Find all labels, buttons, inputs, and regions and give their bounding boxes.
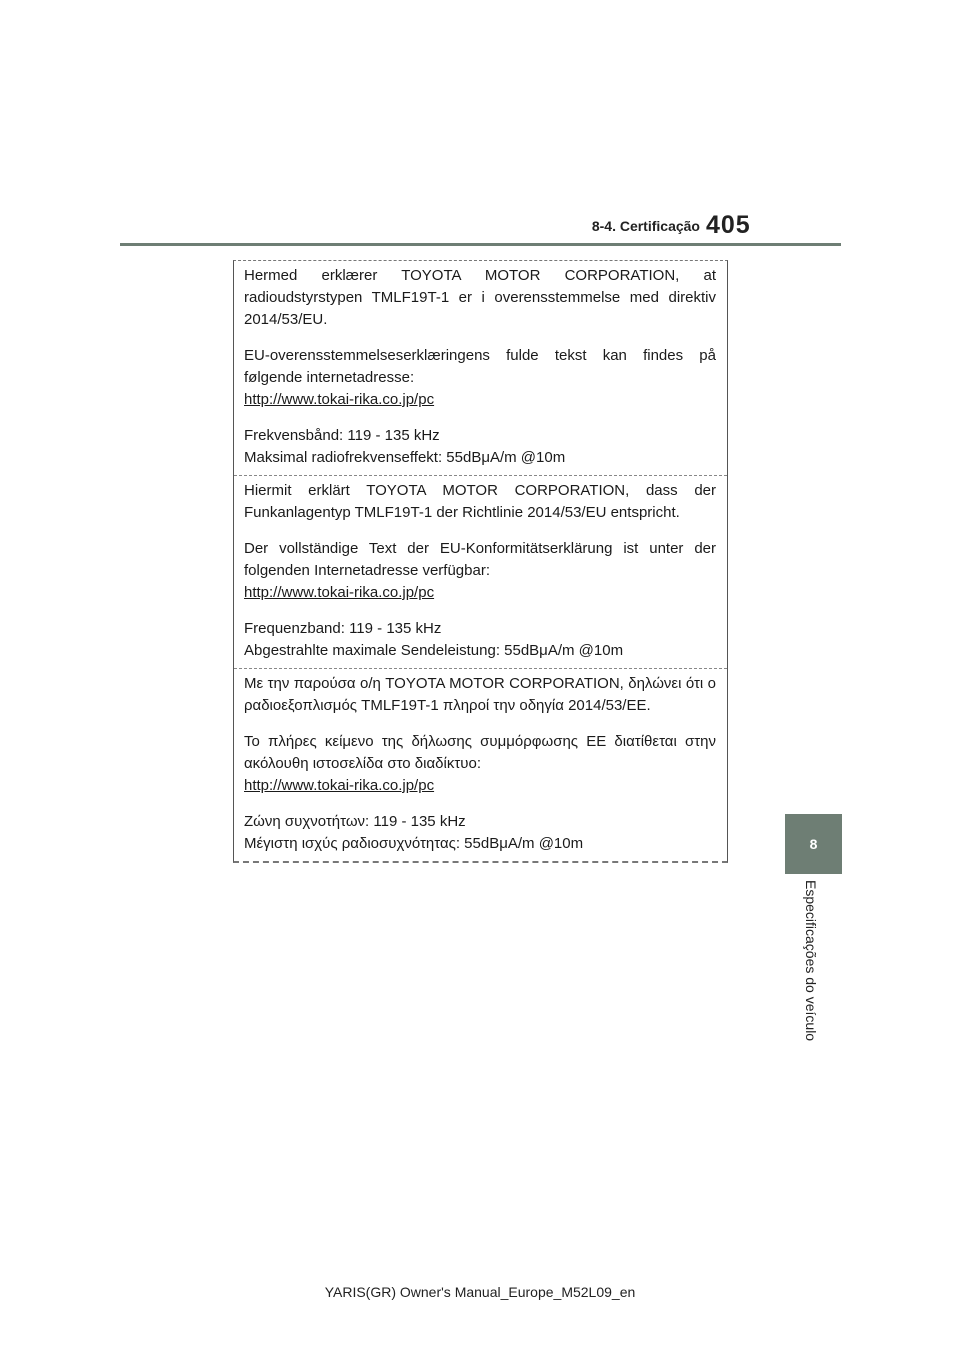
availability-text: Der vollständige Text der EU-Konformitätserklärung ist unter der folgenden Internetadresse verfügbar:	[244, 540, 716, 579]
availability-text: Το πλήρες κείμενο της δήλωσης συμμόρφωσης ΕΕ διατίθεται στην ακόλουθη ιστοσελίδα στο διαδίκτυο:	[244, 733, 716, 772]
cert-section-danish	[234, 261, 727, 476]
header-divider	[120, 243, 841, 246]
cert-section-greek	[234, 669, 727, 861]
declaration-text: Hermed erklærer TOYOTA MOTOR CORPORATION, at radioudstyrstypen TMLF19T-1 er i overensstemmelse med direktiv 2014/53/EU.	[244, 267, 716, 328]
chapter-tab: 8	[785, 814, 842, 874]
declaration-link[interactable]: http://www.tokai-rika.co.jp/pc	[244, 777, 435, 794]
frequency-text: Frekvensbånd: 119 - 135 kHz	[244, 427, 440, 444]
power-text: Maksimal radiofrekvenseffekt: 55dBμA/m @10m	[244, 449, 566, 466]
availability-text: EU-overensstemmelseserklæringens fulde tekst kan findes på følgende internetadresse:	[244, 347, 716, 386]
declaration-link[interactable]: http://www.tokai-rika.co.jp/pc	[244, 391, 435, 408]
frequency-text: Ζώνη συχνοτήτων: 119 - 135 kHz	[244, 813, 466, 830]
declaration-link[interactable]: http://www.tokai-rika.co.jp/pc	[244, 584, 435, 601]
cert-section-german	[234, 476, 727, 669]
chapter-title: Especificações do veículo	[803, 880, 819, 1042]
section-title: 8-4. Certificação	[591, 218, 700, 234]
declaration-text: Με την παρούσα ο/η TOYOTA MOTOR CORPORATION, δηλώνει ότι ο ραδιοεξοπλισμός TMLF19T-1 πληροί την οδηγία 2014/53/ΕΕ.	[244, 675, 716, 714]
certification-box	[233, 260, 728, 863]
page-number: 405	[706, 211, 751, 239]
frequency-text: Frequenzband: 119 - 135 kHz	[244, 620, 442, 637]
declaration-text: Hiermit erklärt TOYOTA MOTOR CORPORATION, dass der Funkanlagentyp TMLF19T-1 der Richtlinie 2014/53/EU entspricht.	[244, 482, 716, 521]
power-text: Abgestrahlte maximale Sendeleistung: 55dBμA/m @10m	[244, 642, 624, 659]
footer-text: YARIS(GR) Owner's Manual_Europe_M52L09_en	[324, 1284, 636, 1300]
power-text: Μέγιστη ισχύς ραδιοσυχνότητας: 55dBμA/m @10m	[244, 835, 584, 852]
